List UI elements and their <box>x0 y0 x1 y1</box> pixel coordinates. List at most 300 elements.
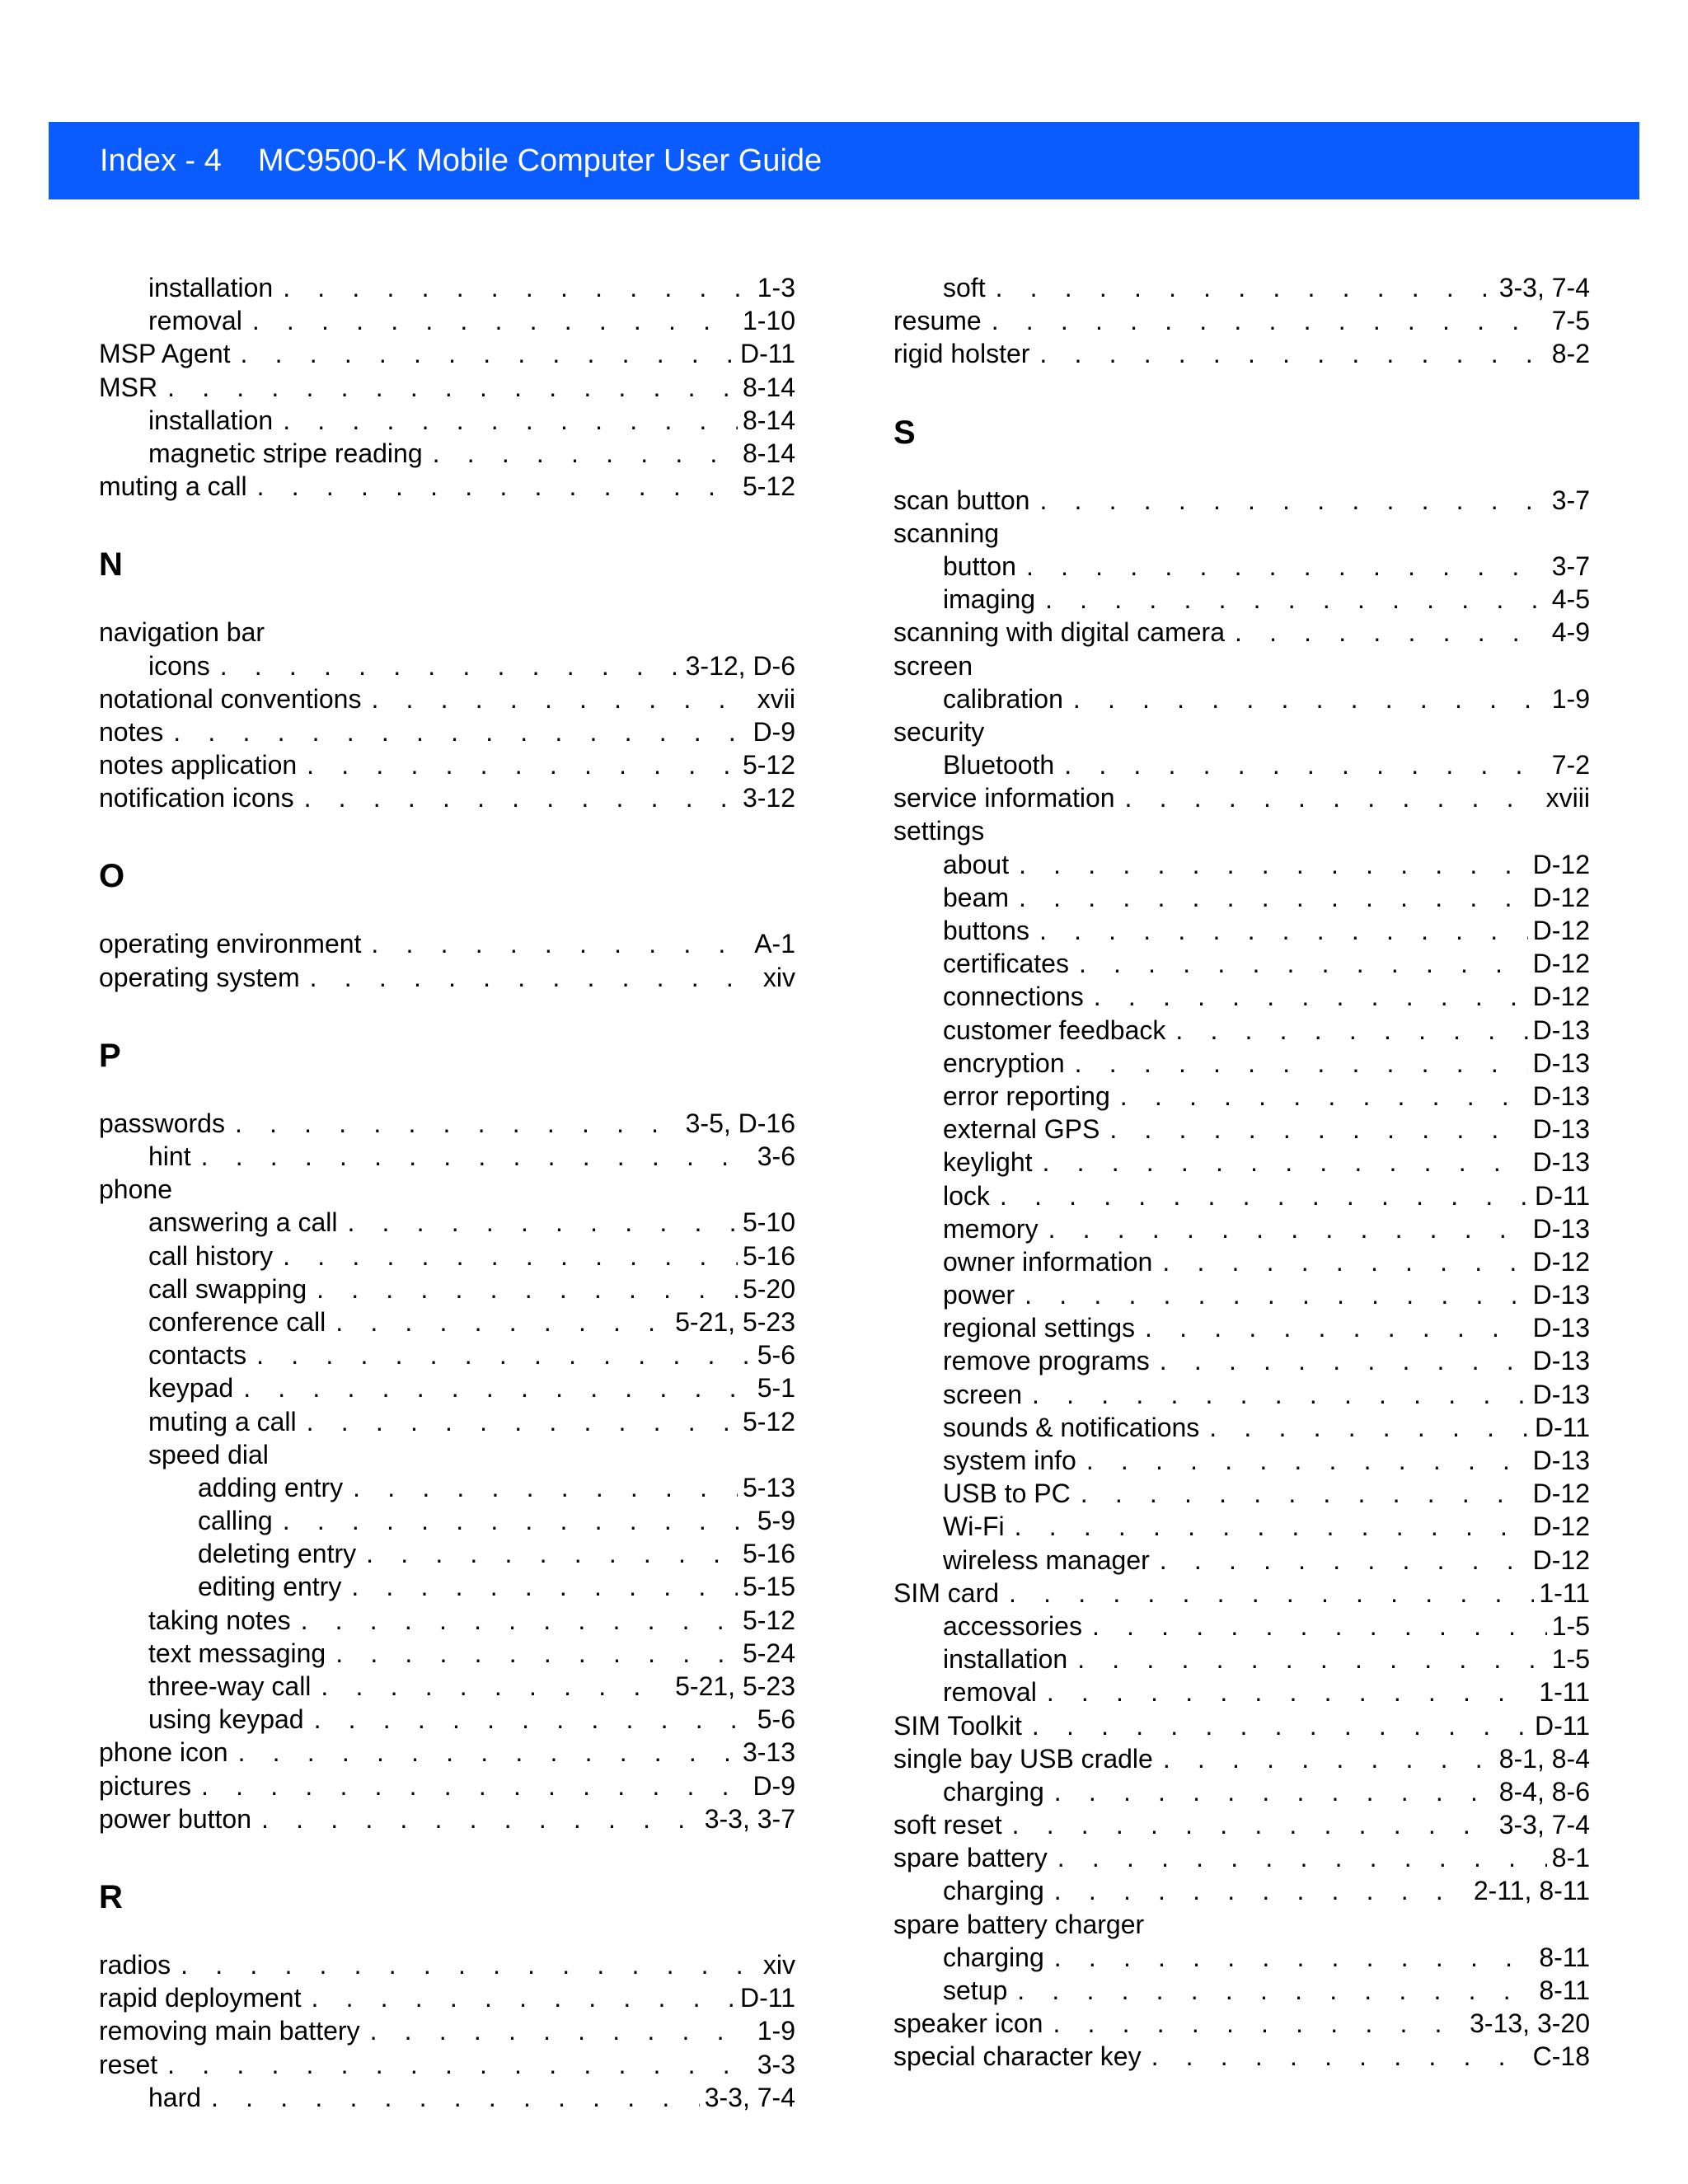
index-entry <box>99 1736 795 1769</box>
index-term: hard <box>148 2082 202 2112</box>
dot-leader <box>1235 616 1547 649</box>
page-reference: 1-10 <box>742 306 795 336</box>
index-term: soft reset <box>893 1810 1002 1840</box>
page-reference: D-11 <box>1535 1412 1590 1442</box>
page-reference: D-11 <box>740 1983 795 2013</box>
page-reference: D-12 <box>1532 1544 1590 1575</box>
dot-leader <box>241 337 736 370</box>
dot-leader <box>1160 1344 1528 1377</box>
page-reference: D-12 <box>1532 1246 1590 1277</box>
index-entry <box>893 1047 1590 1080</box>
index-entry <box>99 1206 795 1239</box>
dot-leader <box>371 927 749 960</box>
index-term: special character key <box>893 2041 1142 2072</box>
index-entry <box>99 1948 795 1981</box>
index-entry <box>893 1510 1590 1543</box>
index-term: Wi-Fi <box>943 1511 1005 1542</box>
index-term: speaker icon <box>893 2008 1043 2039</box>
index-entry <box>99 1140 795 1173</box>
index-entry <box>99 404 795 437</box>
index-entry <box>99 2048 795 2081</box>
index-entry <box>893 1444 1590 1477</box>
dot-leader <box>316 1272 738 1305</box>
index-column-left <box>99 271 795 2114</box>
dot-leader <box>167 2048 753 2081</box>
index-term: answering a call <box>148 1207 338 1238</box>
index-term: notational conventions <box>99 683 362 714</box>
index-term: beam <box>943 882 1010 912</box>
dot-leader <box>243 1371 753 1404</box>
dot-leader <box>1019 881 1528 914</box>
dot-leader <box>1045 583 1547 616</box>
index-term: muting a call <box>99 471 247 502</box>
index-entry <box>99 1272 795 1305</box>
index-entry <box>893 1411 1590 1444</box>
dot-leader <box>1019 848 1528 881</box>
index-term: notes <box>99 716 164 747</box>
index-entry <box>893 1014 1590 1047</box>
dot-leader <box>370 2014 753 2047</box>
page-reference: D-13 <box>1532 1147 1590 1178</box>
dot-leader <box>1092 1610 1547 1643</box>
index-entry <box>893 1146 1590 1179</box>
dot-leader <box>1077 1643 1547 1675</box>
page-reference: 5-20 <box>742 1273 795 1304</box>
index-entry <box>99 1173 795 1206</box>
index-term: installation <box>943 1644 1068 1675</box>
index-entry <box>893 616 1590 649</box>
index-term: security <box>893 716 985 747</box>
index-term: muting a call <box>148 1406 297 1436</box>
dot-leader <box>1000 1179 1530 1212</box>
index-term: connections <box>943 982 1084 1012</box>
index-entry <box>893 1544 1590 1577</box>
dot-leader <box>201 1769 748 1802</box>
index-entry <box>893 1709 1590 1742</box>
index-entry <box>893 517 1590 550</box>
dot-leader <box>1120 1080 1528 1113</box>
index-entry <box>99 437 795 470</box>
page-reference: 1-9 <box>1551 683 1590 714</box>
page-reference: D-12 <box>1532 982 1590 1012</box>
index-entry <box>99 337 795 370</box>
index-entry <box>893 1344 1590 1377</box>
index-entry <box>893 1941 1590 1974</box>
index-term: deleting entry <box>198 1539 357 1569</box>
index-term: setup <box>943 1975 1008 2005</box>
index-entry <box>893 1841 1590 1874</box>
index-entry <box>99 1670 795 1703</box>
dot-leader <box>1081 1477 1528 1510</box>
page-reference: 3-12, D-6 <box>685 650 795 681</box>
page-reference: 4-9 <box>1551 617 1590 648</box>
index-entry <box>99 2014 795 2047</box>
index-term: screen <box>943 1379 1023 1409</box>
index-term: spare battery charger <box>893 1909 1145 1939</box>
index-entry <box>99 2081 795 2114</box>
index-entry <box>99 748 795 781</box>
index-term: rigid holster <box>893 339 1030 369</box>
index-term: editing entry <box>198 1572 342 1602</box>
page-reference: 4-5 <box>1551 584 1590 615</box>
dot-leader <box>1017 1974 1534 2007</box>
index-term: notification icons <box>99 783 294 813</box>
index-term: rapid deployment <box>99 1983 302 2013</box>
dot-leader <box>1009 1577 1534 1610</box>
page-reference: D-13 <box>1532 1379 1590 1409</box>
index-term: calling <box>198 1506 273 1536</box>
index-term: operating environment <box>99 929 362 959</box>
page-reference: 5-9 <box>757 1506 795 1536</box>
index-term: system info <box>943 1446 1076 1475</box>
dot-leader <box>1043 1146 1528 1179</box>
index-term: charging <box>943 1776 1044 1807</box>
index-term: sounds & notifications <box>943 1412 1200 1442</box>
index-term: taking notes <box>148 1605 291 1635</box>
index-letter-heading: R <box>99 1878 123 1915</box>
page-reference: 5-12 <box>742 750 795 780</box>
page-reference: 8-14 <box>742 405 795 435</box>
index-term: lock <box>943 1180 990 1211</box>
index-entry <box>99 1438 795 1471</box>
index-entry <box>99 1570 795 1603</box>
dot-leader <box>1053 2007 1465 2040</box>
index-term: customer feedback <box>943 1015 1166 1045</box>
page-reference: C-18 <box>1532 2041 1590 2072</box>
index-term: error reporting <box>943 1080 1110 1111</box>
page-reference: 8-11 <box>1539 1942 1590 1972</box>
page-reference: D-9 <box>753 716 795 747</box>
dot-leader <box>1075 1047 1528 1080</box>
index-entry <box>99 1471 795 1504</box>
index-term: charging <box>943 1942 1044 1972</box>
index-entry <box>893 715 1590 748</box>
index-entry <box>893 781 1590 814</box>
index-term: reset <box>99 2049 158 2079</box>
index-entry <box>99 304 795 337</box>
index-term: MSR <box>99 372 158 402</box>
index-term: power <box>943 1280 1015 1310</box>
page-reference: 7-5 <box>1551 306 1590 336</box>
index-entry <box>99 1604 795 1637</box>
index-entry <box>893 1311 1590 1344</box>
dot-leader <box>235 1107 681 1140</box>
page-reference: 3-5, D-16 <box>685 1108 795 1138</box>
dot-leader <box>307 748 738 781</box>
index-term: spare battery <box>893 1843 1048 1873</box>
page-reference: 5-16 <box>742 1240 795 1271</box>
index-entry <box>99 470 795 503</box>
page-reference: 5-16 <box>742 1539 795 1569</box>
index-term: installation <box>148 405 274 435</box>
page-reference: 1-11 <box>1539 1577 1590 1608</box>
index-letter-heading: S <box>893 414 916 451</box>
index-entry <box>893 814 1590 847</box>
page-reference: 3-6 <box>757 1141 795 1171</box>
index-letter-heading: O <box>99 858 125 895</box>
index-term: pictures <box>99 1770 192 1801</box>
index-term: remove programs <box>943 1346 1150 1376</box>
index-entry <box>893 848 1590 881</box>
index-entry <box>99 1504 795 1537</box>
dot-leader <box>1047 1675 1535 1708</box>
index-entry <box>893 1643 1590 1675</box>
index-entry <box>99 1371 795 1404</box>
dot-leader <box>1145 1311 1528 1344</box>
index-entry <box>893 1908 1590 1941</box>
dot-leader <box>351 1570 738 1603</box>
index-entry <box>99 649 795 682</box>
page-reference: 5-15 <box>742 1572 795 1602</box>
index-term: three-way call <box>148 1671 312 1701</box>
index-term: call swapping <box>148 1273 307 1304</box>
page-reference: D-12 <box>1532 882 1590 912</box>
index-term: encryption <box>943 1047 1065 1078</box>
index-term: certificates <box>943 949 1069 979</box>
index-entry <box>893 1577 1590 1610</box>
dot-leader <box>992 304 1547 337</box>
index-entry <box>893 2040 1590 2073</box>
page-reference: D-11 <box>1535 1710 1590 1741</box>
dot-leader <box>1054 1874 1469 1907</box>
index-entry <box>893 337 1590 370</box>
index-term: magnetic stripe reading <box>148 438 423 468</box>
page-reference: 8-1, 8-4 <box>1498 1743 1590 1774</box>
index-term: power button <box>99 1803 252 1834</box>
index-entry <box>893 484 1590 517</box>
index-entry <box>893 1742 1590 1775</box>
page-reference: 3-3, 7-4 <box>1498 273 1590 302</box>
index-term: SIM card <box>893 1577 1000 1608</box>
dot-leader <box>1057 1841 1547 1874</box>
index-entry <box>893 881 1590 914</box>
index-entry <box>99 1240 795 1272</box>
index-entry <box>99 1305 795 1338</box>
index-term: service information <box>893 783 1115 813</box>
index-entry <box>99 1338 795 1371</box>
dot-leader <box>1162 1245 1527 1278</box>
dot-leader <box>238 1736 738 1769</box>
index-term: soft <box>943 273 986 302</box>
dot-leader <box>1163 1742 1494 1775</box>
page-reference: 5-21, 5-23 <box>675 1306 795 1337</box>
index-entry <box>893 1974 1590 2007</box>
dot-leader <box>311 1981 735 2014</box>
page-reference: D-9 <box>753 1770 795 1801</box>
index-entry <box>893 1874 1590 1907</box>
page-reference: D-13 <box>1532 1280 1590 1310</box>
index-term: SIM Toolkit <box>893 1710 1022 1741</box>
page-reference: D-12 <box>1532 849 1590 879</box>
index-term: using keypad <box>148 1704 304 1735</box>
index-entry <box>99 1637 795 1670</box>
dot-leader <box>1025 1278 1527 1311</box>
page-reference: 1-9 <box>757 2016 795 2046</box>
dot-leader <box>1039 337 1546 370</box>
index-entry <box>893 271 1590 304</box>
index-term: text messaging <box>148 1638 326 1668</box>
index-term: adding entry <box>198 1472 344 1502</box>
page-reference: 5-12 <box>742 1406 795 1436</box>
page-reference: D-11 <box>1535 1180 1590 1211</box>
page-reference: 1-5 <box>1551 1610 1590 1641</box>
index-term: settings <box>893 816 985 846</box>
index-entry <box>99 371 795 404</box>
dot-leader <box>1048 1212 1528 1245</box>
dot-leader <box>257 470 738 503</box>
page-reference: 8-14 <box>742 372 795 402</box>
dot-leader <box>314 1703 753 1736</box>
index-term: external GPS <box>943 1114 1100 1145</box>
dot-leader <box>301 1604 738 1637</box>
document-title: MC9500-K Mobile Computer User Guide <box>257 143 823 178</box>
dot-leader <box>1109 1113 1527 1146</box>
index-entry <box>893 1675 1590 1708</box>
dot-leader <box>1125 781 1541 814</box>
index-term: passwords <box>99 1108 225 1138</box>
dot-leader <box>347 1206 738 1239</box>
index-entry <box>893 1113 1590 1146</box>
index-entry <box>99 1703 795 1736</box>
index-term: removal <box>148 306 242 336</box>
index-entry <box>893 1378 1590 1411</box>
dot-leader <box>1054 1941 1535 1974</box>
dot-leader <box>283 404 738 437</box>
page-reference: 3-3, 7-4 <box>1498 1810 1590 1840</box>
index-term: call history <box>148 1240 274 1271</box>
dot-leader <box>1073 682 1547 715</box>
index-term: contacts <box>148 1340 247 1371</box>
index-entry <box>99 271 795 304</box>
index-entry <box>99 927 795 960</box>
index-term: single bay USB cradle <box>893 1743 1153 1774</box>
index-term: memory <box>943 1213 1039 1244</box>
index-term: about <box>943 849 1010 879</box>
index-term: Bluetooth <box>943 750 1055 780</box>
page-reference: xiv <box>762 1949 795 1980</box>
dot-leader <box>1094 980 1528 1013</box>
page-reference: xiv <box>762 962 795 992</box>
index-term: USB to PC <box>943 1479 1071 1509</box>
page-reference: 3-12 <box>742 783 795 813</box>
page-reference: D-13 <box>1532 1114 1590 1145</box>
index-letter-heading: P <box>99 1037 121 1074</box>
dot-leader <box>1079 947 1528 980</box>
index-entry <box>893 980 1590 1013</box>
index-entry <box>99 715 795 748</box>
page-reference: 3-3, 7-4 <box>704 2082 795 2112</box>
page-reference: 8-4, 8-6 <box>1498 1776 1590 1807</box>
page-reference: 5-10 <box>742 1207 795 1238</box>
page-reference: 5-6 <box>757 1340 795 1371</box>
dot-leader <box>1032 1709 1530 1742</box>
index-entry <box>893 1477 1590 1510</box>
index-entry <box>99 1802 795 1835</box>
page-reference: D-13 <box>1532 1015 1590 1045</box>
index-term: imaging <box>943 584 1036 615</box>
page-reference: 3-3, 3-7 <box>704 1803 795 1834</box>
dot-leader <box>261 1802 700 1835</box>
dot-leader <box>220 649 681 682</box>
dot-leader <box>201 1140 753 1173</box>
index-entry <box>893 550 1590 583</box>
dot-leader <box>1151 2040 1528 2073</box>
page-reference: 1-3 <box>757 273 795 302</box>
page-reference: D-12 <box>1532 916 1590 945</box>
index-term: charging <box>943 1876 1044 1906</box>
index-entry <box>893 947 1590 980</box>
index-entry <box>99 781 795 814</box>
page-reference: D-13 <box>1532 1047 1590 1078</box>
dot-leader <box>173 715 748 748</box>
index-term: scanning <box>893 518 1000 548</box>
dot-leader <box>1015 1510 1528 1543</box>
index-entry <box>99 682 795 715</box>
index-term: owner information <box>943 1246 1153 1277</box>
index-term: removal <box>943 1677 1037 1708</box>
index-entry <box>99 961 795 994</box>
page-reference: 2-11, 8-11 <box>1473 1876 1590 1906</box>
dot-leader <box>1012 1808 1494 1841</box>
index-entry <box>893 682 1590 715</box>
index-term: removing main battery <box>99 2016 360 2046</box>
index-term: speed dial <box>148 1439 269 1469</box>
index-entry <box>893 1610 1590 1643</box>
index-term: calibration <box>943 683 1063 714</box>
dot-leader <box>366 1537 738 1570</box>
dot-leader <box>252 304 738 337</box>
page-reference: 5-6 <box>757 1704 795 1735</box>
index-entry <box>99 1107 795 1140</box>
page-reference: D-13 <box>1532 1346 1590 1376</box>
page-reference: 3-13, 3-20 <box>1470 2008 1590 2039</box>
index-entry <box>893 1212 1590 1245</box>
index-entry <box>893 1775 1590 1808</box>
index-term: operating system <box>99 962 300 992</box>
page-reference: 5-1 <box>757 1373 795 1404</box>
index-entry <box>893 748 1590 781</box>
index-entry <box>893 1080 1590 1113</box>
page-reference: D-12 <box>1532 949 1590 979</box>
index-entry <box>893 2007 1590 2040</box>
page-reference: 3-3 <box>757 2049 795 2079</box>
dot-leader <box>1032 1378 1528 1411</box>
index-entry <box>99 1537 795 1570</box>
dot-leader <box>335 1305 670 1338</box>
index-term: installation <box>148 273 274 302</box>
page-reference: 8-11 <box>1539 1975 1590 2005</box>
index-entry <box>99 1981 795 2014</box>
index-column-right <box>893 271 1590 2074</box>
index-term: MSP Agent <box>99 339 231 369</box>
page-reference: 7-2 <box>1551 750 1590 780</box>
index-term: screen <box>893 650 973 681</box>
dot-leader <box>181 1948 758 1981</box>
page-reference: xviii <box>1545 783 1590 813</box>
dot-leader <box>1086 1444 1528 1477</box>
dot-leader <box>211 2081 700 2114</box>
index-entry <box>893 1245 1590 1278</box>
page-reference: 5-13 <box>742 1472 795 1502</box>
page-reference: 3-7 <box>1551 485 1590 515</box>
index-term: regional settings <box>943 1313 1136 1343</box>
page-reference: D-13 <box>1532 1313 1590 1343</box>
index-term: keylight <box>943 1147 1033 1178</box>
page-reference: 1-5 <box>1551 1644 1590 1675</box>
page-reference: D-12 <box>1532 1511 1590 1542</box>
index-entry <box>893 914 1590 947</box>
dot-leader <box>307 1405 738 1438</box>
